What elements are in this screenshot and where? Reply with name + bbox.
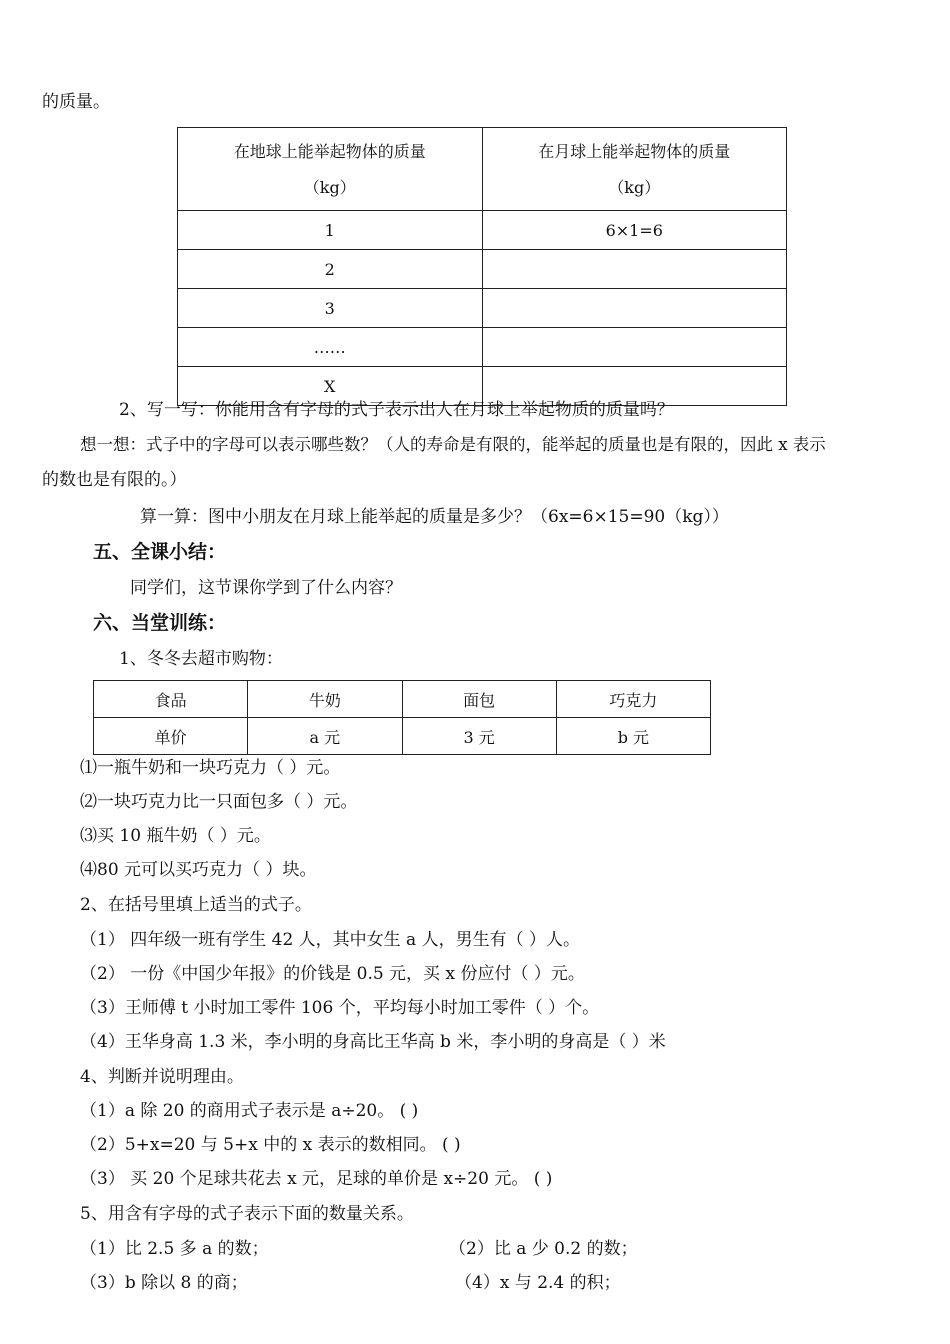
header-cell-earth: 在地球上能举起物体的质量 （kg） (178, 128, 483, 211)
table-cell: 巧克力 (556, 681, 710, 718)
write-prompt: 2、写一写：你能用含有字母的式子表示出人在月球上举起物质的质量吗？ (119, 400, 674, 420)
think-line-1: 想一想：式子中的字母可以表示哪些数？（人的寿命是有限的，能举起的质量也是有限的，因此 x 表示 (80, 435, 826, 454)
q2-item-2: （2） 一份《中国少年报》的价钱是 0.5 元，买 x 份应付（ ）元。 (80, 964, 585, 984)
table-cell: a 元 (248, 718, 402, 755)
table-cell: 面包 (402, 681, 556, 718)
table-cell: b 元 (556, 718, 710, 755)
q4-title: 4、判断并说明理由。 (80, 1067, 244, 1087)
table-cell (482, 250, 787, 289)
header-cell-moon: 在月球上能举起物体的质量 （kg） (482, 128, 787, 211)
table-cell: 3 元 (402, 718, 556, 755)
q2-item-3: （3）王师傅 t 小时加工零件 106 个，平均每小时加工零件（ ）个。 (80, 998, 600, 1018)
q1-item-4: ⑷80 元可以买巧克力（ ）块。 (80, 860, 317, 880)
table-cell (482, 328, 787, 367)
table-cell: 单价 (94, 718, 248, 755)
q4-item-3: （3） 买 20 个足球共花去 x 元，足球的单价是 x÷20 元。 ( ) (80, 1169, 553, 1189)
think-line-2: 的数也是有限的。） (42, 470, 187, 490)
table-cell: 1 (178, 211, 483, 250)
q4-item-1: （1）a 除 20 的商用式子表示是 a÷20。 ( ) (80, 1101, 419, 1121)
table-cell: 食品 (94, 681, 248, 718)
table-cell: 牛奶 (248, 681, 402, 718)
section-6-title: 六、当堂训练： (93, 612, 227, 634)
q1-item-1: ⑴一瓶牛奶和一块巧克力（ ）元。 (80, 758, 341, 778)
table-cell: 3 (178, 289, 483, 328)
q5-item-2: （2）比 a 少 0.2 的数； (449, 1239, 638, 1259)
calc-prompt: 算一算：图中小朋友在月球上能举起的质量是多少？（6x=6×15=90（kg）） (140, 507, 729, 527)
q2-item-1: （1） 四年级一班有学生 42 人，其中女生 a 人，男生有（ ）人。 (80, 930, 581, 950)
table-cell (482, 289, 787, 328)
q4-item-2: （2）5+x=20 与 5+x 中的 x 表示的数相同。 ( ) (80, 1135, 461, 1155)
q2-item-4: （4）王华身高 1.3 米，李小明的身高比王华高 b 米，李小明的身高是（ ）米 (80, 1032, 666, 1052)
q1-item-2: ⑵一块巧克力比一只面包多（ ）元。 (80, 792, 358, 812)
table-cell: X (178, 367, 483, 406)
section-5-text: 同学们，这节课你学到了什么内容？ (130, 578, 402, 598)
q5-title: 5、用含有字母的式子表示下面的数量关系。 (80, 1204, 414, 1224)
mass-table (177, 127, 787, 406)
table-cell: …… (178, 328, 483, 367)
q1-title: 1、冬冬去超市购物： (119, 649, 283, 669)
table-cell: 2 (178, 250, 483, 289)
price-table (93, 680, 711, 755)
section-5-title: 五、全课小结： (93, 541, 227, 563)
q5-item-4: （4）x 与 2.4 的积； (455, 1273, 621, 1293)
table-cell: 6×1=6 (482, 211, 787, 250)
q1-item-3: ⑶买 10 瓶牛奶（ ）元。 (80, 826, 271, 846)
q2-title: 2、在括号里填上适当的式子。 (80, 895, 312, 915)
q5-item-3: （3）b 除以 8 的商； (80, 1273, 248, 1293)
intro-tail: 的质量。 (42, 92, 110, 112)
q5-item-1: （1）比 2.5 多 a 的数； (80, 1239, 269, 1259)
